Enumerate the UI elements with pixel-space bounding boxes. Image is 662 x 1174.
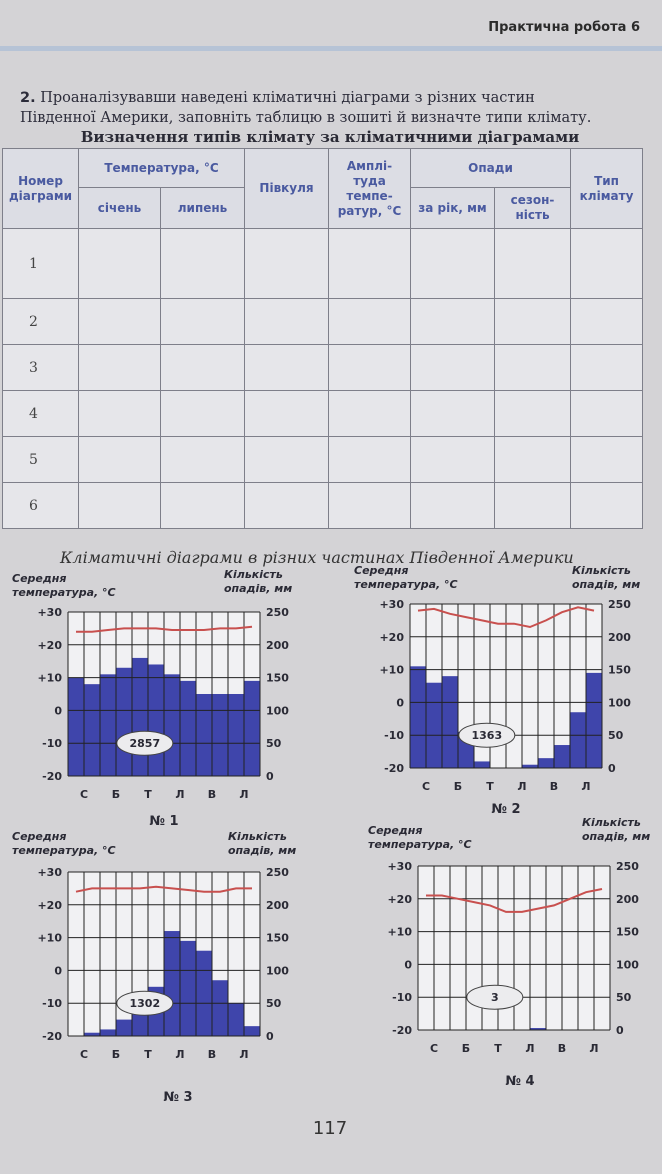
precip-tick-label: 50	[608, 729, 624, 743]
temp-axis-title: Середня температура, °С	[354, 564, 458, 591]
month-label: Л	[581, 780, 591, 793]
precip-tick-label: 250	[608, 598, 631, 611]
temp-tick-label: -20	[384, 762, 404, 775]
table-row	[3, 345, 643, 391]
month-label: Л	[517, 780, 527, 793]
precip-bar	[84, 684, 100, 776]
precip-bar	[196, 951, 212, 1036]
precip-tick-label: 100	[608, 696, 631, 710]
temp-tick-label: +10	[37, 671, 62, 685]
temp-tick-label: +20	[37, 638, 62, 652]
table-cell	[495, 483, 571, 529]
header-amplitude: Амплі- туда темпе- ратур, °С	[329, 149, 411, 229]
precip-bar	[442, 676, 458, 768]
temp-tick-label: -10	[392, 991, 412, 1005]
precip-tick-label: 200	[266, 898, 289, 912]
climate-diagram-3	[10, 828, 310, 1118]
diagram-number-3: № 3	[163, 1090, 193, 1105]
annual-precip-value: 1302	[129, 997, 161, 1011]
month-label: Т	[144, 1048, 152, 1061]
header-divider	[0, 46, 662, 51]
temp-tick-label: +30	[37, 866, 62, 879]
precip-bar	[538, 758, 554, 768]
table-row	[3, 483, 643, 529]
precip-tick-label: 250	[266, 866, 289, 879]
precip-axis-title: Кількість опадів, мм	[228, 830, 297, 857]
table-cell	[245, 391, 329, 437]
temp-tick-label: -10	[384, 729, 404, 743]
climate-diagram-1	[10, 568, 310, 858]
precip-bar	[180, 941, 196, 1036]
climate-diagram-2	[352, 560, 652, 850]
page-number: 117	[312, 1118, 348, 1139]
table-cell	[495, 391, 571, 437]
temp-axis-title: Середня температура, °С	[12, 572, 116, 599]
table-cell	[79, 299, 161, 345]
precip-bar	[474, 761, 490, 768]
table-cell	[495, 229, 571, 299]
task-text	[20, 88, 640, 128]
table-cell	[245, 345, 329, 391]
task-line-2: Південної Америки, заповніть таблицю в зошиті й визначте типи клімату.	[20, 110, 592, 126]
table-cell	[495, 299, 571, 345]
temp-tick-label: 0	[404, 958, 412, 972]
month-label: Л	[239, 788, 249, 801]
precip-bar	[244, 681, 260, 776]
precip-tick-label: 150	[616, 925, 639, 939]
precip-axis-title: Кількість опадів, мм	[224, 568, 293, 595]
table-cell	[161, 391, 245, 437]
table-cell	[245, 483, 329, 529]
table-cell	[411, 391, 495, 437]
precip-tick-label: 50	[616, 991, 632, 1005]
table-row	[3, 391, 643, 437]
precip-tick-label: 0	[266, 1030, 274, 1043]
precip-bar	[426, 683, 442, 768]
precip-tick-label: 0	[608, 762, 616, 775]
precip-bar	[100, 674, 116, 776]
annual-precip-value: 3	[490, 991, 499, 1005]
table-cell	[329, 483, 411, 529]
temp-tick-label: 0	[396, 696, 404, 710]
header-seasonality: сезон- ність	[495, 188, 571, 229]
table-cell	[571, 229, 643, 299]
month-label: Б	[453, 780, 463, 793]
temp-tick-label: +30	[379, 598, 404, 611]
precip-bar	[180, 681, 196, 776]
precip-bar	[100, 1029, 116, 1036]
temp-tick-label: -20	[392, 1024, 412, 1037]
climate-table	[2, 148, 643, 529]
header-climate-type: Тип клімату	[571, 149, 643, 229]
table-cell	[411, 299, 495, 345]
month-label: С	[79, 788, 89, 801]
month-label: Б	[461, 1042, 471, 1055]
month-label: В	[207, 1048, 217, 1061]
table-cell	[571, 437, 643, 483]
precip-bar	[410, 666, 426, 768]
table-cell	[161, 229, 245, 299]
temp-tick-label: +10	[379, 663, 404, 677]
table-cell	[411, 229, 495, 299]
header-july: липень	[161, 188, 245, 229]
precip-bar	[212, 980, 228, 1036]
temp-tick-label: +30	[387, 860, 412, 873]
temp-axis-title: Середня температура, °С	[368, 824, 472, 851]
climate-chart-1	[10, 604, 310, 844]
temp-axis-title: Середня температура, °С	[12, 830, 116, 857]
precip-bar	[68, 678, 84, 776]
month-label: Л	[175, 1048, 185, 1061]
month-label: С	[429, 1042, 439, 1055]
annual-precip-value: 1363	[471, 729, 503, 743]
precip-tick-label: 50	[266, 737, 282, 751]
month-label: В	[557, 1042, 567, 1055]
precip-bar	[228, 694, 244, 776]
table-cell	[329, 345, 411, 391]
header-precipitation: Опади	[411, 149, 571, 188]
climate-chart-4	[360, 858, 660, 1098]
month-label: Т	[494, 1042, 502, 1055]
precip-bar	[212, 694, 228, 776]
month-label: В	[549, 780, 559, 793]
temp-tick-label: -10	[42, 997, 62, 1011]
month-label: Л	[175, 788, 185, 801]
temp-tick-label: 0	[54, 964, 62, 978]
table-cell	[161, 345, 245, 391]
table-cell	[79, 437, 161, 483]
table-cell	[571, 299, 643, 345]
header-january: січень	[79, 188, 161, 229]
table-cell	[79, 229, 161, 299]
row-number: 3	[3, 345, 79, 391]
precip-bar	[116, 668, 132, 776]
precip-bar	[148, 664, 164, 776]
table-cell	[411, 437, 495, 483]
row-number: 6	[3, 483, 79, 529]
month-label: Т	[144, 788, 152, 801]
precip-tick-label: 0	[266, 770, 274, 783]
table-cell	[411, 345, 495, 391]
precip-bar	[228, 1003, 244, 1036]
month-label: Л	[525, 1042, 535, 1055]
table-cell	[411, 483, 495, 529]
temp-tick-label: +20	[379, 630, 404, 644]
precip-tick-label: 200	[608, 630, 631, 644]
temp-tick-label: +30	[37, 606, 62, 619]
precip-bar	[164, 674, 180, 776]
precip-tick-label: 200	[616, 892, 639, 906]
temp-tick-label: +10	[387, 925, 412, 939]
table-cell	[571, 345, 643, 391]
row-number: 4	[3, 391, 79, 437]
table-cell	[245, 229, 329, 299]
table-cell	[79, 483, 161, 529]
table-cell	[329, 437, 411, 483]
table-cell	[571, 391, 643, 437]
precip-tick-label: 200	[266, 638, 289, 652]
diagram-number-2: № 2	[491, 802, 521, 817]
row-number: 2	[3, 299, 79, 345]
climate-chart-2	[352, 596, 652, 836]
precip-axis-title: Кількість опадів, мм	[582, 816, 651, 843]
row-number: 5	[3, 437, 79, 483]
table-row	[3, 437, 643, 483]
month-label: Т	[486, 780, 494, 793]
table-cell	[329, 391, 411, 437]
annual-precip-value: 2857	[129, 737, 161, 751]
table-body	[3, 229, 643, 529]
table-cell	[245, 437, 329, 483]
table-cell	[161, 437, 245, 483]
precip-bar	[132, 658, 148, 776]
precip-tick-label: 150	[266, 671, 289, 685]
precip-tick-label: 100	[266, 964, 289, 978]
table-cell	[79, 391, 161, 437]
table-cell	[495, 437, 571, 483]
table-cell	[161, 483, 245, 529]
precip-tick-label: 0	[616, 1024, 624, 1037]
precip-bar	[244, 1026, 260, 1036]
month-label: С	[421, 780, 431, 793]
temp-tick-label: -20	[42, 1030, 62, 1043]
temp-tick-label: +20	[37, 898, 62, 912]
task-number: 2.	[20, 90, 36, 106]
temp-tick-label: -10	[42, 737, 62, 751]
month-label: С	[79, 1048, 89, 1061]
precip-bar	[164, 931, 180, 1036]
table-cell	[245, 299, 329, 345]
precip-tick-label: 100	[266, 704, 289, 718]
diagram-number-4: № 4	[505, 1074, 535, 1089]
precip-bar	[116, 1020, 132, 1036]
header-diagram-number: Номер діаграми	[3, 149, 79, 229]
table-cell	[571, 483, 643, 529]
precip-tick-label: 250	[266, 606, 289, 619]
precip-bar	[196, 694, 212, 776]
precip-tick-label: 50	[266, 997, 282, 1011]
temp-tick-label: +20	[387, 892, 412, 906]
table-cell	[79, 345, 161, 391]
month-label: Л	[239, 1048, 249, 1061]
precip-tick-label: 150	[608, 663, 631, 677]
climate-diagram-4	[360, 816, 660, 1112]
task-line-1: Проаналізувавши наведені кліматичні діаграми з різних частин	[40, 90, 535, 106]
precip-bar	[570, 712, 586, 768]
header-per-year: за рік, мм	[411, 188, 495, 229]
precip-tick-label: 100	[616, 958, 639, 972]
row-number: 1	[3, 229, 79, 299]
table-cell	[495, 345, 571, 391]
temp-tick-label: +10	[37, 931, 62, 945]
table-cell	[329, 299, 411, 345]
table-row	[3, 299, 643, 345]
table-cell	[329, 229, 411, 299]
precip-tick-label: 150	[266, 931, 289, 945]
table-title: Визначення типів клімату за кліматичними діаграмами	[80, 128, 580, 146]
climate-chart-3	[10, 864, 310, 1104]
month-label: В	[207, 788, 217, 801]
precip-axis-title: Кількість опадів, мм	[572, 564, 641, 591]
header-hemisphere: Півкуля	[245, 149, 329, 229]
diagrams-title: Кліматичні діаграми в різних частинах Південної Америки	[60, 548, 574, 567]
temp-tick-label: -20	[42, 770, 62, 783]
month-label: Б	[111, 788, 121, 801]
precip-bar	[554, 745, 570, 768]
page-header: Практична робота 6	[488, 20, 640, 35]
temp-tick-label: 0	[54, 704, 62, 718]
month-label: Б	[111, 1048, 121, 1061]
table-cell	[161, 299, 245, 345]
precip-tick-label: 250	[616, 860, 639, 873]
month-label: Л	[589, 1042, 599, 1055]
table-row	[3, 229, 643, 299]
header-temperature: Температура, °С	[79, 149, 245, 188]
precip-bar	[586, 673, 602, 768]
diagram-number-1: № 1	[149, 814, 179, 829]
